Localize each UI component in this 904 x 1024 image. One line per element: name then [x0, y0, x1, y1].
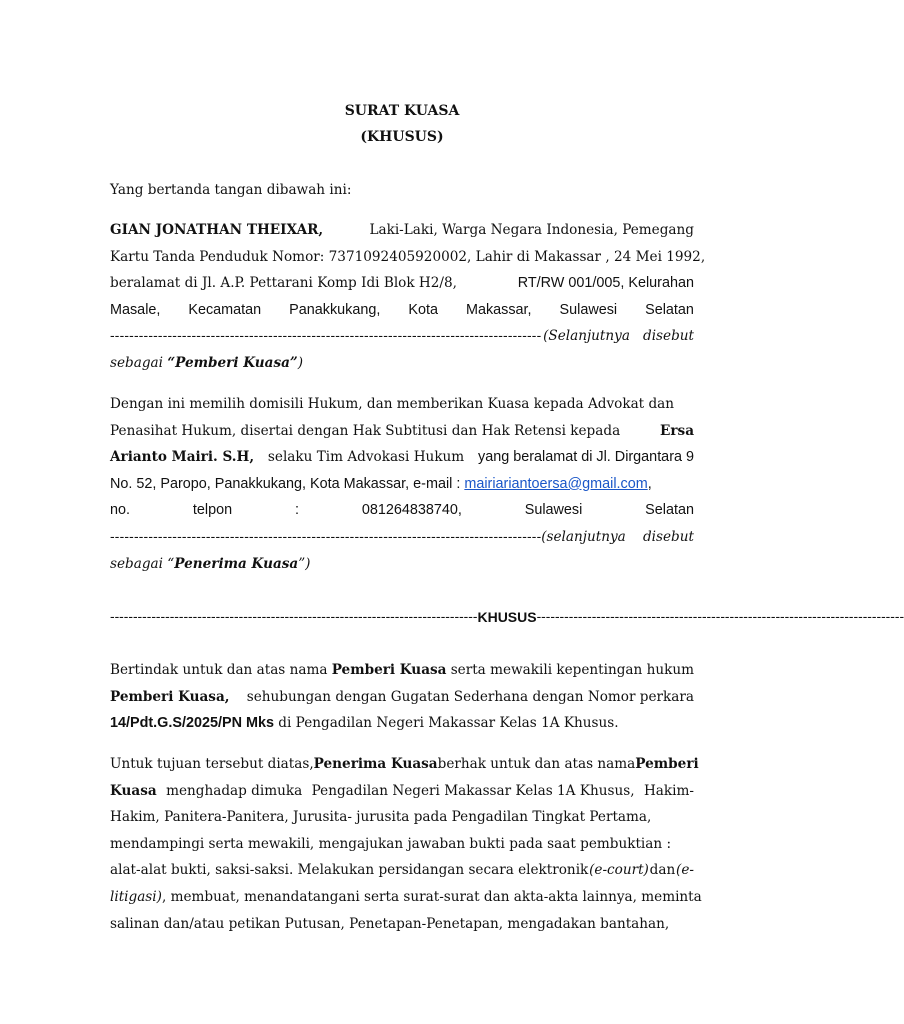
address-word: Makassar,: [465, 301, 532, 318]
divider-left-dashes: --------------------------------------------------------------------------------: [110, 609, 478, 625]
purpose-line-6: litigasi), membuat, menandatangani serta surat-surat dan akta-akta lainnya, meminta: [110, 888, 702, 905]
grantee-line-3: Arianto Mairi. S.H, selaku Tim Advokasi Hukum yang beralamat di Jl. Dirgantara 9: [110, 444, 694, 471]
khusus-divider: [110, 604, 904, 631]
grantor-name: GIAN JONATHAN THEIXAR,: [110, 222, 324, 238]
dash-separator: ------------------------------------------------------------------------------------------: [110, 328, 542, 345]
grantor-line-3: beralamat di Jl. A.P. Pettarani Komp Idi Blok H2/8, RT/RW 001/005, Kelurahan: [110, 275, 694, 292]
document-title: SURAT KUASA: [344, 103, 460, 119]
purpose-line-2: Kuasa menghadap dimuka Pengadilan Negeri Makassar Kelas 1A Khusus, Hakim-: [110, 782, 694, 799]
address-word: Panakkukang,: [289, 301, 381, 318]
grantee-line-7: sebagai “Penerima Kuasa”): [110, 555, 311, 572]
grantee-paragraph: [110, 391, 694, 577]
dash-separator: ------------------------------------------------------------------------------------------: [110, 528, 542, 545]
grantor-paragraph: [110, 217, 706, 377]
phone-word: :: [294, 502, 299, 519]
grantee-line-6: ------------------------------------------------------------------------------------------ (selanjutnya disebut: [110, 524, 694, 551]
act-line-1: Bertindak untuk dan atas nama Pemberi Kuasa serta mewakili kepentingan hukum: [110, 662, 694, 678]
role-pemberi-kuasa: “Pemberi Kuasa”: [167, 354, 298, 371]
purpose-line-4: mendampingi serta mewakili, mengajukan jawaban bukti pada saat pembuktian :: [110, 835, 672, 852]
address-word: Kota: [408, 301, 438, 318]
address-word: Kecamatan: [188, 301, 262, 318]
grantor-line-6: sebagai “Pemberi Kuasa”): [110, 354, 304, 371]
grantee-line-4: No. 52, Paropo, Panakkukang, Kota Makassar, e-mail : mairiariantoersa@gmail.com,: [110, 475, 652, 492]
purpose-line-1: Untuk tujuan tersebut diatas, Penerima Kuasa berhak untuk dan atas nama Pemberi: [110, 756, 699, 772]
document-subtitle: (KHUSUS): [360, 129, 444, 145]
purpose-paragraph: [110, 751, 702, 937]
phone-word: telpon: [192, 502, 233, 519]
role-penerima-kuasa: Penerima Kuasa: [174, 555, 299, 572]
grantor-line-2: Kartu Tanda Penduduk Nomor: 7371092405920002, Lahir di Makassar , 24 Mei 1992,: [110, 248, 706, 265]
phone-word: Selatan: [645, 502, 694, 519]
phone-word: Sulawesi: [524, 502, 583, 519]
grantee-line-2: Penasihat Hukum, disertai dengan Hak Subtitusi dan Hak Retensi kepada Ersa: [110, 422, 694, 439]
purpose-line-5: alat-alat bukti, saksi-saksi. Melakukan persidangan secara elektronik (e-court) dan (e-: [110, 862, 694, 879]
email-link[interactable]: mairiariantoersa@gmail.com: [464, 475, 648, 492]
khusus-label: KHUSUS: [477, 609, 537, 625]
grantee-line-5: [110, 497, 694, 524]
grantee-name: Arianto Mairi. S.H,: [110, 449, 255, 466]
act-paragraph: [110, 657, 694, 737]
address-word: Sulawesi: [559, 301, 618, 318]
purpose-line-7: salinan dan/atau petikan Putusan, Penetapan-Penetapan, mengadakan bantahan,: [110, 915, 670, 932]
grantee-line-1: Dengan ini memilih domisili Hukum, dan memberikan Kuasa kepada Advokat dan: [110, 396, 675, 412]
address-word: Selatan: [645, 301, 694, 318]
address-word: Masale,: [110, 301, 161, 318]
divider-right-dashes: --------------------------------------------------------------------------------: [536, 609, 904, 625]
case-number: 14/Pdt.G.S/2025/PN Mks: [110, 715, 274, 732]
phone-word: no.: [110, 502, 131, 519]
intro-line: Yang bertanda tangan dibawah ini:: [110, 182, 352, 198]
grantor-line-1: GIAN JONATHAN THEIXAR, Laki-Laki, Warga Negara Indonesia, Pemegang: [110, 217, 694, 244]
phone-word: 081264838740,: [361, 502, 462, 519]
purpose-line-3: Hakim, Panitera-Panitera, Jurusita- jurusita pada Pengadilan Tingkat Pertama,: [110, 809, 652, 826]
document-page: [110, 0, 904, 1024]
act-line-2: Pemberi Kuasa, sehubungan dengan Gugatan Sederhana dengan Nomor perkara: [110, 688, 694, 705]
grantor-line-4: [110, 297, 694, 324]
grantor-line-5: ------------------------------------------------------------------------------------------ (Selanjutnya disebut: [110, 323, 694, 350]
act-line-3: 14/Pdt.G.S/2025/PN Mks di Pengadilan Negeri Makassar Kelas 1A Khusus.: [110, 715, 619, 732]
